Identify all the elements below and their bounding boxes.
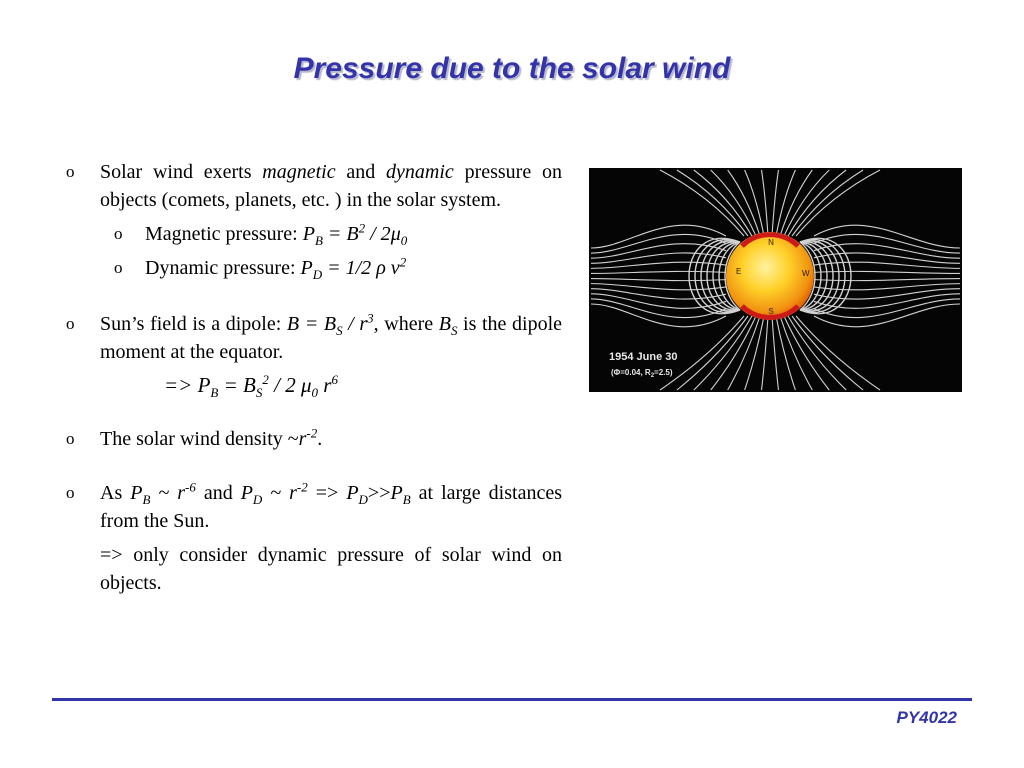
formula xyxy=(300,254,407,282)
math-superscript: 6 xyxy=(331,372,338,387)
math-subscript: B xyxy=(314,233,323,248)
bullet-pressure-comparison xyxy=(66,479,562,535)
caption-subscript: 2 xyxy=(650,373,655,379)
field-line xyxy=(814,279,960,281)
field-line xyxy=(772,316,778,390)
bullet-marker: o xyxy=(66,314,75,333)
bullet-text xyxy=(100,158,562,214)
math-symbol: P xyxy=(390,482,403,504)
math-symbol: B xyxy=(243,373,256,397)
bullet-marker: o xyxy=(114,224,123,243)
bullet-marker: o xyxy=(114,258,123,277)
spacer xyxy=(66,453,562,479)
text-run: The solar wind density ~ xyxy=(100,428,299,450)
math-operator: ~ xyxy=(150,482,178,504)
text-run: , where xyxy=(373,313,439,335)
math-symbol: μ xyxy=(300,373,312,397)
math-superscript: 2 xyxy=(399,254,407,270)
math-subscript: 0 xyxy=(400,233,408,248)
east-label: E xyxy=(736,267,742,276)
text-run: Solar wind exerts xyxy=(100,161,263,183)
formula xyxy=(302,220,408,248)
caption-text: (Φ=0.04, R xyxy=(611,368,651,377)
field-line xyxy=(728,170,760,236)
math-subscript: B xyxy=(210,385,219,401)
math-symbol: 1/2 xyxy=(345,257,377,279)
math-operator: = xyxy=(322,257,346,279)
field-line xyxy=(745,316,764,390)
subbullet-magnetic-pressure xyxy=(114,220,562,248)
field-line xyxy=(694,170,752,236)
math-symbol: B xyxy=(323,313,337,335)
bullet-marker: o xyxy=(66,162,75,181)
math-symbol: r xyxy=(177,482,185,504)
bullet-dipole-field xyxy=(66,310,562,366)
math-operator: = xyxy=(218,373,244,397)
field-line xyxy=(591,279,726,281)
subbullet-dynamic-pressure xyxy=(114,254,562,282)
math-symbol: P xyxy=(130,482,143,504)
slide-title: Pressure due to the solar wind xyxy=(293,52,731,85)
bullet-solar-wind-pressure xyxy=(66,158,562,214)
field-line xyxy=(814,271,960,273)
text-run: and xyxy=(195,482,241,504)
math-symbol: ρ xyxy=(376,257,386,279)
math-operator: / 2 xyxy=(365,223,391,245)
math-symbol: P xyxy=(346,482,359,504)
math-symbol: B xyxy=(346,223,359,245)
math-operator: / xyxy=(342,313,360,335)
bullet-wind-density xyxy=(66,425,562,453)
text-run: at large distances from the Sun. xyxy=(100,482,562,532)
math-subscript: 0 xyxy=(311,385,319,401)
math-superscript: -6 xyxy=(185,479,196,495)
field-line xyxy=(591,262,726,268)
math-subscript: B xyxy=(402,492,411,507)
formula xyxy=(286,310,374,338)
math-superscript: 2 xyxy=(358,220,366,236)
field-line xyxy=(780,170,812,236)
math-symbol: v xyxy=(390,257,400,279)
math-symbol: P xyxy=(300,257,313,279)
field-line xyxy=(591,299,726,318)
math-superscript: -2 xyxy=(306,425,318,441)
math-symbol: r xyxy=(289,482,297,504)
slide-body xyxy=(66,158,562,597)
math-subscript: S xyxy=(336,323,343,338)
field-line xyxy=(814,262,960,268)
field-line xyxy=(694,316,752,390)
math-subscript: D xyxy=(358,492,368,507)
text-run: . xyxy=(317,428,323,450)
math-superscript: 2 xyxy=(262,372,269,387)
math-symbol: P xyxy=(197,373,211,397)
sun-dipole-svg xyxy=(589,168,962,392)
math-symbol: B xyxy=(438,313,451,335)
field-line xyxy=(591,234,726,253)
math-symbol: P xyxy=(302,223,315,245)
text-run: Magnetic pressure: xyxy=(145,223,303,245)
field-line xyxy=(788,170,846,236)
west-label: W xyxy=(802,269,810,278)
math-operator: >> xyxy=(367,482,391,504)
text-run: magnetic xyxy=(262,161,336,183)
math-subscript: D xyxy=(312,267,323,282)
math-subscript: B xyxy=(142,492,151,507)
text-run: is the dipole moment at the equator. xyxy=(100,313,563,363)
math-operator: = xyxy=(322,223,347,245)
math-superscript: 3 xyxy=(367,310,374,326)
field-line xyxy=(762,316,768,390)
field-line xyxy=(776,316,795,390)
north-label: N xyxy=(768,238,774,247)
text-run: As xyxy=(100,482,131,504)
south-label: S xyxy=(768,307,774,316)
bullet-text xyxy=(145,254,562,282)
spacer xyxy=(66,399,562,425)
math-superscript: -2 xyxy=(296,479,308,495)
text-run: Sun’s field is a dipole: xyxy=(100,313,287,335)
field-line xyxy=(814,284,960,290)
math-symbol: r xyxy=(298,428,307,450)
field-line xyxy=(591,284,726,290)
footer-rule xyxy=(52,698,972,701)
footer-course-code: PY4022 xyxy=(896,708,957,727)
bullet-text xyxy=(100,479,562,535)
field-line xyxy=(788,316,846,390)
bullet-text xyxy=(145,220,562,248)
math-operator: ~ xyxy=(262,482,290,504)
sun-dipole-field-image xyxy=(589,168,962,392)
image-caption-params xyxy=(611,368,673,379)
field-line xyxy=(591,271,726,273)
math-subscript: D xyxy=(252,492,263,507)
text-run: pressure on objects (comets, planets, etc. ) in the solar system. xyxy=(100,161,562,211)
field-line xyxy=(591,253,726,263)
math-symbol: r xyxy=(359,313,368,335)
math-subscript: S xyxy=(255,385,263,401)
math-operator: => xyxy=(164,373,198,397)
math-operator: => xyxy=(307,482,347,504)
bullet-continuation: => only consider dynamic pressure of solar wind on objects. xyxy=(100,544,562,594)
math-operator: / 2 xyxy=(268,373,301,397)
spacer xyxy=(66,282,562,310)
caption-text: =2.5) xyxy=(654,368,673,377)
field-line xyxy=(591,289,726,299)
math-symbol: r xyxy=(323,373,332,397)
formula-magnetic-pressure-dipole xyxy=(164,371,562,399)
bullet-marker: o xyxy=(66,483,75,502)
math-symbol: P xyxy=(240,482,253,504)
bullet-marker: o xyxy=(66,429,75,448)
math-symbol: B xyxy=(286,313,300,335)
bullet-text xyxy=(100,425,562,453)
text-run: Dynamic pressure: xyxy=(145,257,301,279)
text-run: and xyxy=(335,161,387,183)
field-line xyxy=(796,316,880,390)
math-operator: = xyxy=(299,313,324,335)
math-symbol: μ xyxy=(390,223,401,245)
image-caption-date: 1954 June 30 xyxy=(609,351,678,363)
bullet-text xyxy=(100,310,562,366)
text-run: dynamic xyxy=(386,161,454,183)
math-subscript: S xyxy=(450,323,458,338)
